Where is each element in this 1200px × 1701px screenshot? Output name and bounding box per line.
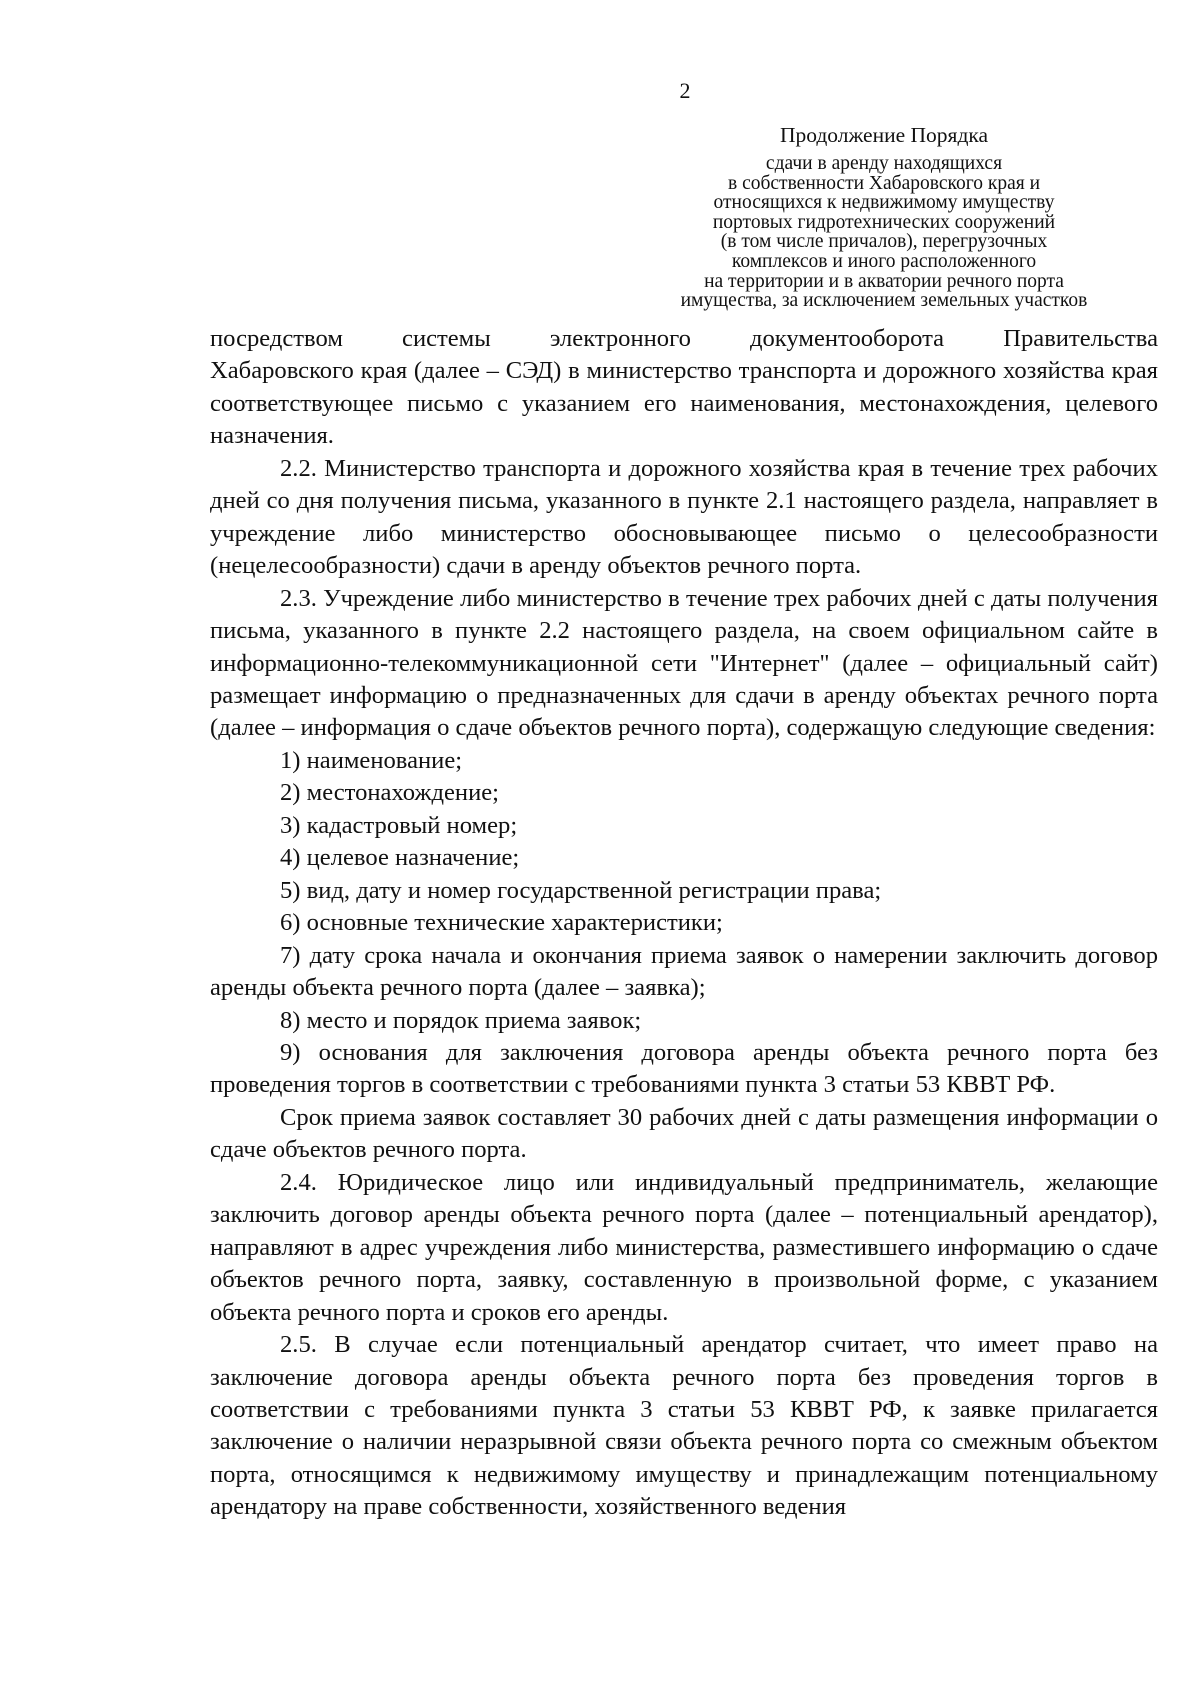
list-item: 8) место и порядок приема заявок; [280, 1006, 642, 1034]
header-line: относящихся к недвижимому имуществу [713, 192, 1055, 214]
page-number: 2 [679, 78, 691, 103]
list-item: 1) наименование; [280, 746, 463, 774]
paragraph-intro-rest: Хабаровского края (далее – СЭД) в министерство транспорта и дорожного хозяйства края соответствующее письмо с указанием его наименования, местонахождения, целевого назначения. [210, 357, 1158, 450]
paragraph-2-2: 2.2. Министерство транспорта и дорожного хозяйства края в течение трех рабочих дней со дня получения письма, указанного в пункте 2.1 настоящего раздела, направляет в учреждение либо министерство обосновывающее письмо о целесообразности (нецелесообразности) сдачи в аренду объектов речного порта. [210, 454, 1158, 580]
list-item: 6) основные технические характеристики; [280, 909, 723, 937]
document-body [210, 323, 1158, 1524]
list-item: 2) местонахождение; [280, 779, 499, 807]
paragraph-2-4: 2.4. Юридическое лицо или индивидуальный предприниматель, желающие заключить договор аренды объекта речного порта (далее – потенциальный арендатор), направляют в адрес учреждения либо министерства, разместившего информацию о сдаче объектов речного порта, заявку, составленную в произвольной форме, с указанием объекта речного порта и сроков его аренды. [210, 1168, 1158, 1326]
list-item: 3) кадастровый номер; [280, 811, 518, 839]
list-item: 4) целевое назначение; [280, 844, 520, 872]
list-item: 5) вид, дату и номер государственной регистрации права; [280, 876, 882, 904]
header-line: на территории и в акватории речного порта [704, 270, 1064, 292]
header-title: Продолжение Порядка [779, 123, 989, 147]
header-line: комплексов и иного расположенного [731, 250, 1037, 272]
paragraph-intro [210, 323, 1158, 453]
paragraph-intro-first-line: посредством системы электронного документооборота Правительства [210, 325, 1158, 352]
paragraph-2-3: 2.3. Учреждение либо министерство в течение трех рабочих дней с даты получения письма, указанного в пункте 2.2 настоящего раздела, на своем официальном сайте в информационно-телекоммуникационной сети "Интернет" (далее – официальный сайт) размещает информацию о предназначенных для сдачи в аренду объектах речного порта (далее – информация о сдаче объектов речного порта), содержащую следующие сведения: [210, 584, 1158, 742]
list-item: 7) дату срока начала и окончания приема заявок о намерении заключить договор аренды объекта речного порта (далее – заявка); [210, 941, 1158, 1002]
paragraph-2-5: 2.5. В случае если потенциальный арендатор считает, что имеет право на заключение договора аренды объекта речного порта без проведения торгов в соответствии с требованиями пункта 3 статьи 53 КВВТ РФ, к заявке прилагается заключение о наличии неразрывной связи объекта речного порта со смежным объектом порта, относящимся к недвижимому имуществу и принадлежащим потенциальному арендатору на праве собственности, хозяйственного ведения [210, 1331, 1158, 1521]
list-item: 9) основания для заключения договора аренды объекта речного порта без проведения торгов в соответствии с требованиями пункта 3 статьи 53 КВВТ РФ. [210, 1038, 1158, 1099]
header-line: сдачи в аренду находящихся [765, 153, 1003, 174]
header-line: портовых гидротехнических сооружений [712, 211, 1056, 233]
document-header [600, 122, 1168, 311]
paragraph-application-term: Срок приема заявок составляет 30 рабочих дней с даты размещения информации о сдаче объектов речного порта. [210, 1103, 1158, 1164]
header-line: в собственности Хабаровского края и [727, 172, 1041, 194]
header-line: (в том числе причалов), перегрузочных [720, 231, 1048, 253]
header-line: имущества, за исключением земельных участков [680, 290, 1088, 312]
